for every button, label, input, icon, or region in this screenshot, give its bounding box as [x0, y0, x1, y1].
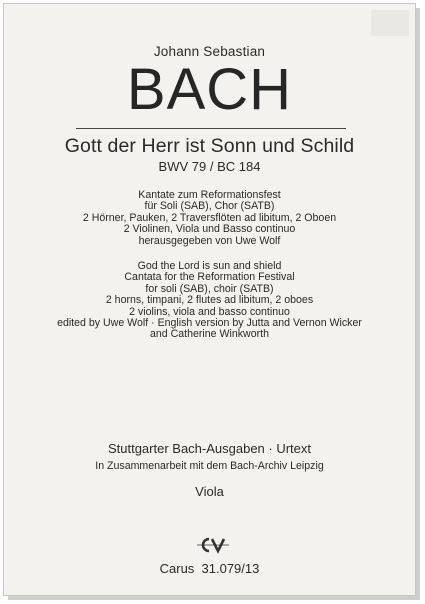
description-line: God the Lord is sun and shield	[137, 260, 282, 272]
catalog-number: BWV 79 / BC 184	[158, 159, 261, 174]
description-line: herausgegeben von Uwe Wolf	[138, 234, 281, 247]
composer-first-name: Johann Sebastian	[153, 44, 266, 59]
description-line: für Soli (SAB), Chor (SATB)	[144, 200, 275, 213]
description-line: and Catherine Winkworth	[150, 328, 269, 341]
corner-tab	[371, 10, 409, 36]
description-line: Cantata for the Reformation Festival	[124, 271, 295, 284]
description-line: Kantate zum Reformationsfest	[138, 189, 281, 201]
work-title: Gott der Herr ist Sonn und Schild	[64, 135, 355, 157]
edition-number: Carus 31.079/13	[159, 561, 260, 576]
carus-cv-logo-icon	[195, 536, 231, 554]
description-line: 2 horns, timpani, 2 flutes ad libitum, 2 oboes	[105, 294, 314, 307]
description-line: 2 Hörner, Pauken, 2 Traversflöten ad libitum, 2 Oboen	[82, 211, 337, 224]
description-line: edited by Uwe Wolf · English version by Jutta and Vernon Wicker	[57, 317, 362, 330]
instrument-part: Viola	[195, 484, 224, 499]
series-name: Stuttgarter Bach-Ausgaben · Urtext	[107, 441, 312, 456]
description-line: 2 Violinen, Viola und Basso continuo	[123, 223, 296, 236]
description-line: 2 violins, viola and basso continuo	[129, 305, 290, 318]
description-german	[4, 190, 415, 247]
composer-last-name: BACH	[126, 57, 293, 122]
description-line: for soli (SAB), choir (SATB)	[145, 282, 274, 295]
collaboration-note: In Zusammenarbeit mit dem Bach-Archiv Leipzig	[95, 460, 324, 472]
title-rule	[76, 128, 346, 129]
score-cover	[3, 3, 416, 596]
description-english	[4, 261, 415, 341]
